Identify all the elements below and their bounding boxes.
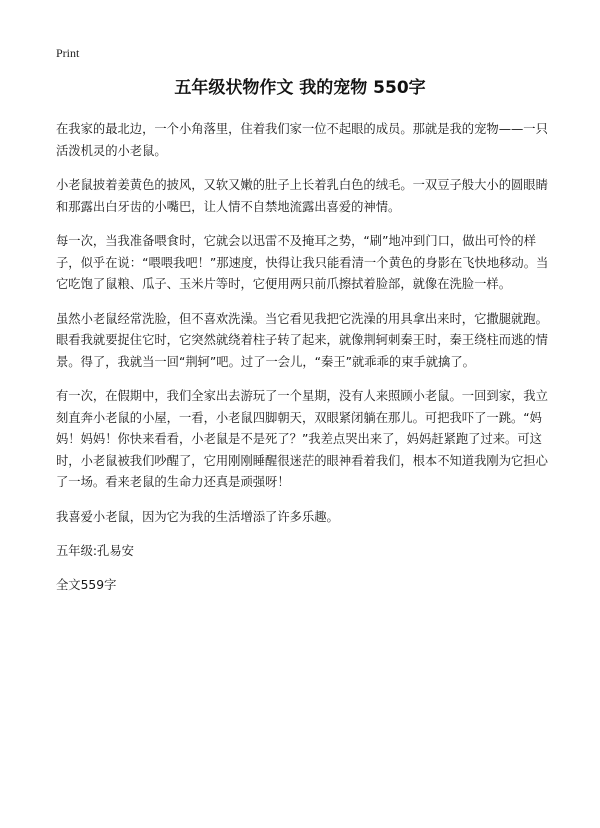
- article-body: [56, 119, 552, 608]
- word-count: 全文559字: [56, 577, 117, 592]
- print-link[interactable]: Print: [56, 46, 80, 60]
- article-paragraph-5: 有一次，在假期中，我们全家出去游玩了一个星期，没有人来照顾小老鼠。一回到家，我立刻直奔小老鼠的小屋，一看，小老鼠四脚朝天，双眼紧闭躺在那儿。可把我吓了一跳。“妈妈！妈妈！你快来看看，小老鼠是不是死了？”我差点哭出来了，妈妈赶紧跑了过来。可这时，小老鼠被我们吵醒了，它用刚刚睡醒很迷茫的眼神看着我们，根本不知道我刚为它担心了一场。看来老鼠的生命力还真是顽强呀！: [56, 389, 548, 489]
- article-paragraph-2: 小老鼠披着姜黄色的披风，又软又嫩的肚子上长着乳白色的绒毛。一双豆子般大小的圆眼睛和那露出白牙齿的小嘴巴，让人情不自禁地流露出喜爱的神情。: [56, 178, 548, 214]
- article-paragraph-6: 我喜爱小老鼠，因为它为我的生活增添了许多乐趣。: [56, 509, 339, 524]
- article-paragraph-1: 在我家的最北边，一个小角落里，住着我们家一位不起眼的成员。那就是我的宠物——一只活泼机灵的小老鼠。: [56, 122, 548, 158]
- author-line: 五年级:孔易安: [56, 544, 134, 558]
- article-paragraph-3: 每一次，当我准备喂食时，它就会以迅雷不及掩耳之势，“刷”地冲到门口，做出可怜的样子，似乎在说：“喂喂我吧！”那速度，快得让我只能看清一个黄色的身影在飞快地移动。当它吃饱了鼠粮、瓜子、玉米片等时，它便用两只前爪擦拭着脸部，就像在洗脸一样。: [56, 234, 549, 291]
- article-title: 五年级状物作文 我的宠物 550字: [174, 78, 426, 98]
- article-paragraph-4: 虽然小老鼠经常洗脸，但不喜欢洗澡。当它看见我把它洗澡的用具拿出来时，它撒腿就跑。眼看我就要捉住它时，它突然就绕着柱子转了起来，就像荆轲刺秦王时，秦王绕柱而逃的情景。得了，我就当一回“荆轲”吧。过了一会儿，“秦王”就乖乖的束手就擒了。: [56, 311, 548, 369]
